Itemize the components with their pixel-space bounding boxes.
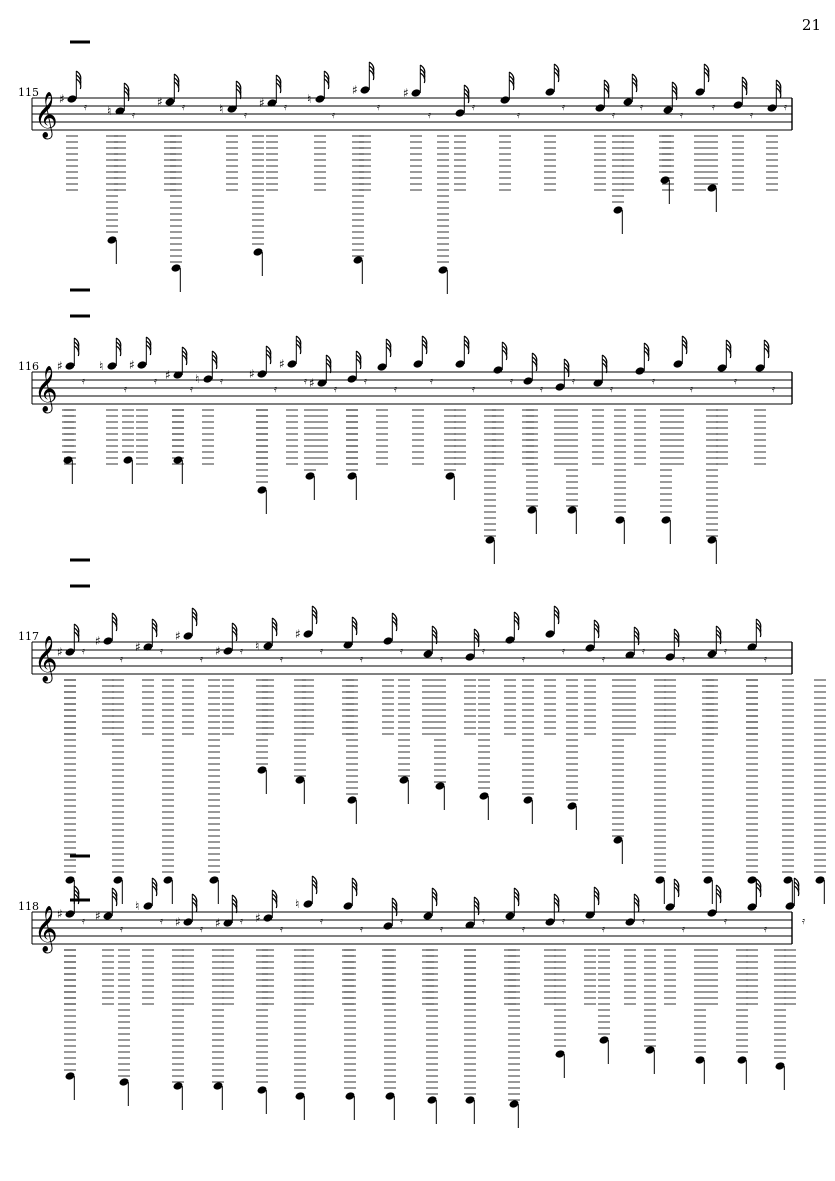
rest-mark: 𝄿 — [610, 384, 614, 395]
rest-mark: 𝄿 — [734, 376, 738, 387]
rest-mark: 𝄿 — [132, 110, 136, 121]
accidental: ♯ — [157, 95, 163, 109]
rest-mark: 𝄿 — [572, 376, 576, 387]
accidental: ♯ — [215, 916, 221, 930]
system-116 — [18, 316, 792, 564]
rest-mark: 𝄿 — [428, 110, 432, 121]
system-118 — [18, 856, 805, 1128]
rest-mark: 𝄿 — [690, 384, 694, 395]
treble-clef-icon: 𝄞 — [34, 636, 58, 682]
accidental: ♯ — [135, 640, 141, 654]
rest-mark: 𝄿 — [440, 654, 444, 665]
accidental: ♯ — [57, 359, 63, 373]
rest-mark: 𝄿 — [652, 376, 656, 387]
rest-mark: 𝄿 — [612, 110, 616, 121]
rest-mark: 𝄿 — [764, 924, 768, 935]
accidental: ♯ — [295, 627, 301, 641]
accidental: ♯ — [59, 92, 65, 106]
rest-mark: 𝄿 — [190, 384, 194, 395]
rest-mark: 𝄿 — [200, 654, 204, 665]
rest-mark: 𝄿 — [640, 102, 644, 113]
rest-mark: 𝄿 — [602, 654, 606, 665]
rest-mark: 𝄿 — [522, 924, 526, 935]
rest-mark: 𝄿 — [280, 924, 284, 935]
rest-mark: 𝄿 — [320, 916, 324, 927]
rest-mark: 𝄿 — [750, 110, 754, 121]
accidental: ♯ — [255, 911, 261, 925]
accidental: ♯ — [57, 907, 63, 921]
rest-mark: 𝄿 — [240, 916, 244, 927]
accidental: ♯ — [215, 644, 221, 658]
rest-mark: 𝄿 — [784, 102, 788, 113]
rest-mark: 𝄿 — [482, 916, 486, 927]
accidental: ♯ — [249, 367, 255, 381]
rest-mark: 𝄿 — [802, 916, 806, 927]
treble-clef-icon: 𝄞 — [34, 906, 58, 952]
rest-mark: 𝄿 — [154, 376, 158, 387]
accidental: ♮ — [107, 104, 112, 118]
rest-mark: 𝄿 — [472, 102, 476, 113]
rest-mark: 𝄿 — [522, 654, 526, 665]
accidental: ♯ — [352, 83, 358, 97]
measure-number: 116 — [18, 360, 39, 373]
accidental: ♯ — [175, 915, 181, 929]
rest-mark: 𝄿 — [360, 654, 364, 665]
rest-mark: 𝄿 — [82, 376, 86, 387]
accidental: ♮ — [135, 899, 140, 913]
rest-mark: 𝄿 — [124, 384, 128, 395]
rest-mark: 𝄿 — [764, 654, 768, 665]
rest-mark: 𝄿 — [320, 646, 324, 657]
rest-mark: 𝄿 — [220, 376, 224, 387]
accidental: ♯ — [279, 357, 285, 371]
rest-mark: 𝄿 — [394, 384, 398, 395]
accidental: ♯ — [403, 86, 409, 100]
treble-clef-icon: 𝄞 — [34, 366, 58, 412]
system-117 — [18, 586, 826, 904]
accidental: ♯ — [129, 358, 135, 372]
rest-mark: 𝄿 — [682, 924, 686, 935]
rest-mark: 𝄿 — [724, 646, 728, 657]
rest-mark: 𝄿 — [510, 376, 514, 387]
rest-mark: 𝄿 — [240, 646, 244, 657]
rest-mark: 𝄿 — [642, 916, 646, 927]
rest-mark: 𝄿 — [334, 384, 338, 395]
accidental: ♯ — [309, 376, 315, 390]
rest-mark: 𝄿 — [430, 376, 434, 387]
accidental: ♮ — [255, 639, 260, 653]
rest-mark: 𝄿 — [284, 102, 288, 113]
rest-mark: 𝄿 — [244, 110, 248, 121]
accidental: ♮ — [99, 359, 104, 373]
rest-mark: 𝄿 — [200, 924, 204, 935]
rest-mark: 𝄿 — [280, 654, 284, 665]
rest-mark: 𝄿 — [364, 376, 368, 387]
rest-mark: 𝄿 — [274, 384, 278, 395]
rest-mark: 𝄿 — [724, 916, 728, 927]
rest-mark: 𝄿 — [772, 384, 776, 395]
rest-mark: 𝄿 — [377, 102, 381, 113]
accidental: ♯ — [175, 629, 181, 643]
accidental: ♯ — [57, 645, 63, 659]
rest-mark: 𝄿 — [562, 646, 566, 657]
accidental: ♯ — [165, 368, 171, 382]
rest-mark: 𝄿 — [400, 646, 404, 657]
accidental: ♮ — [195, 372, 200, 386]
measure-number: 115 — [18, 86, 39, 99]
measure-number: 117 — [18, 630, 39, 643]
rest-mark: 𝄿 — [82, 646, 86, 657]
rest-mark: 𝄿 — [602, 924, 606, 935]
rest-mark: 𝄿 — [360, 924, 364, 935]
rest-mark: 𝄿 — [682, 654, 686, 665]
rest-mark: 𝄿 — [160, 916, 164, 927]
page-number: 21 — [801, 16, 821, 34]
rest-mark: 𝄿 — [472, 384, 476, 395]
rest-mark: 𝄿 — [562, 102, 566, 113]
rest-mark: 𝄿 — [540, 384, 544, 395]
rest-mark: 𝄿 — [182, 102, 186, 113]
rest-mark: 𝄿 — [400, 916, 404, 927]
rest-mark: 𝄿 — [120, 654, 124, 665]
system-115 — [18, 42, 792, 294]
rest-mark: 𝄿 — [82, 916, 86, 927]
rest-mark: 𝄿 — [642, 646, 646, 657]
accidental: ♯ — [95, 909, 101, 923]
accidental: ♮ — [295, 897, 300, 911]
rest-mark: 𝄿 — [440, 924, 444, 935]
rest-mark: 𝄿 — [84, 102, 88, 113]
accidental: ♯ — [95, 634, 101, 648]
measure-number: 118 — [18, 900, 39, 913]
rest-mark: 𝄿 — [712, 102, 716, 113]
accidental: ♮ — [219, 102, 224, 116]
rest-mark: 𝄿 — [304, 376, 308, 387]
accidental: ♯ — [259, 96, 265, 110]
rest-mark: 𝄿 — [517, 110, 521, 121]
rest-mark: 𝄿 — [562, 916, 566, 927]
rest-mark: 𝄿 — [332, 110, 336, 121]
rest-mark: 𝄿 — [120, 924, 124, 935]
rest-mark: 𝄿 — [680, 110, 684, 121]
accidental: ♮ — [307, 92, 312, 106]
rest-mark: 𝄿 — [482, 646, 486, 657]
treble-clef-icon: 𝄞 — [34, 92, 58, 138]
rest-mark: 𝄿 — [160, 646, 164, 657]
